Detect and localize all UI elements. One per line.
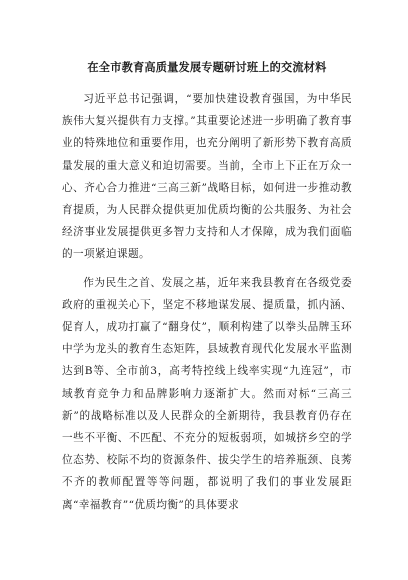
document-title: 在全市教育高质量发展专题研讨班上的交流材料 [87, 61, 327, 74]
paragraph-2: 作为民生之首、发展之基，近年来我县教育在各级党委政府的重视关心下，坚定不移地谋发展、提质量，抓内涵、促育人，成功打赢了“翻身仗”，顺利构建了以拳头品牌玉环中学为龙头的教育生态矩阵，县域教育现代化发展水平监测达到B等、全市前3，高考特控线上线率实现“九连冠”，市域教育竞争力和品牌影响力逐渐扩大。然而对标“三高三新”的战略标准以及人民群众的全新期待，我县教育仍存在一些不平衡、不匹配、不充分的短板弱项，如城挤乡空的学位态势、校际不均的资源条件、拔尖学生的培养瓶颈、良莠不齐的教师配置等等问题，都说明了我们的事业发展距离“幸福教育”“优质均衡”的具体要求 [62, 276, 352, 511]
paragraph-1: 习近平总书记强调，“要加快建设教育强国，为中华民族伟大复兴提供有力支撑。”其重要论述进一步明确了教育事业的特殊地位和重要作用，也充分阐明了新形势下教育高质量发展的重大意义和迫切需要。当前，全市上下正在万众一心、齐心合力推进“三高三新”战略目标，如何进一步推动教育提质，为人民群众提供更加优质均衡的公共服务、为社会经济事业发展提供更多智力支持和人才保障，成为我们面临的一项紧迫课题。 [62, 93, 352, 261]
document-page [62, 60, 352, 522]
